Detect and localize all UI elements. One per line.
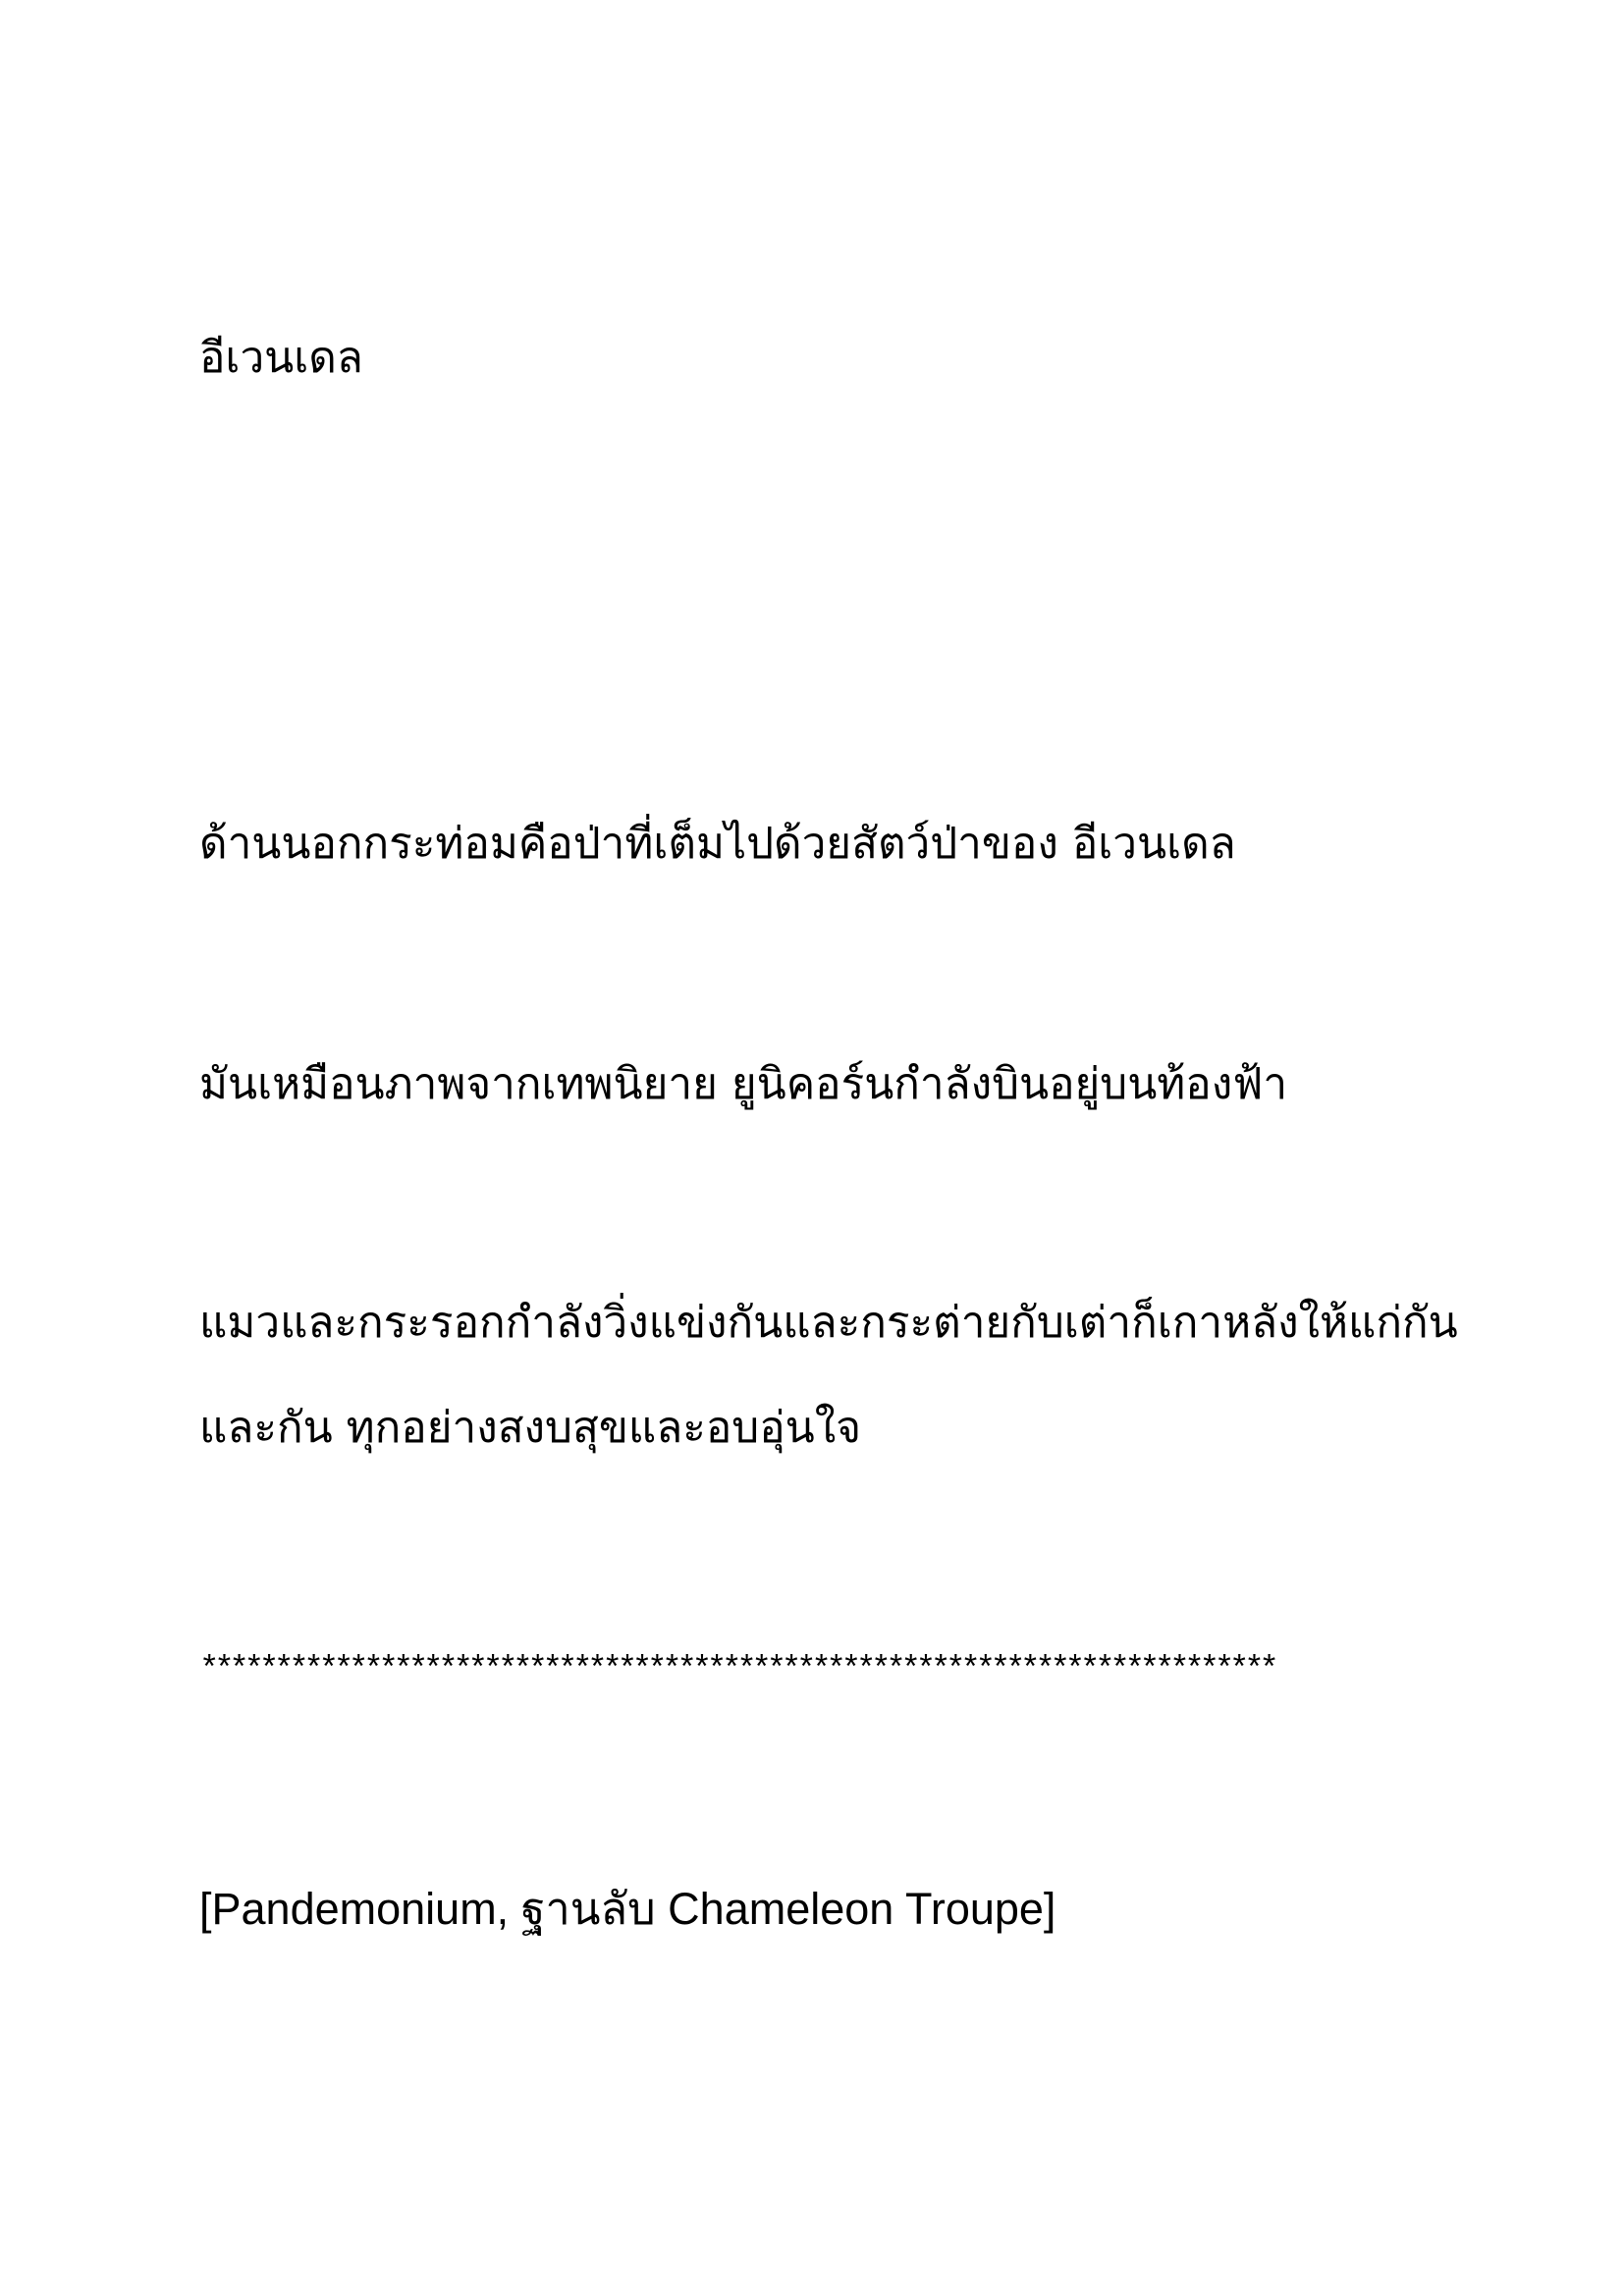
scene-divider: ************************************************************************ xyxy=(199,1652,1274,1689)
paragraph-3-line-1: แมวและกระรอกกำลังวิ่งแข่งกันและกระต่ายกับเต่าก็เกาหลังให้แก่กัน xyxy=(199,1298,1458,1348)
chapter-heading: อีเวนเดล xyxy=(199,333,363,383)
paragraph-1: ด้านนอกกระท่อมคือป่าที่เต็มไปด้วยสัตว์ป่าของ อีเวนเดล xyxy=(199,819,1236,869)
paragraph-2: มันเหมือนภาพจากเทพนิยาย ยูนิคอร์นกำลังบินอยู่บนท้องฟ้า xyxy=(199,1059,1288,1109)
scene-caption: [Pandemonium, ฐานลับ Chameleon Troupe] xyxy=(199,1884,1056,1934)
paragraph-3-line-2: และกัน ทุกอย่างสงบสุขและอบอุ่นใจ xyxy=(199,1403,861,1453)
